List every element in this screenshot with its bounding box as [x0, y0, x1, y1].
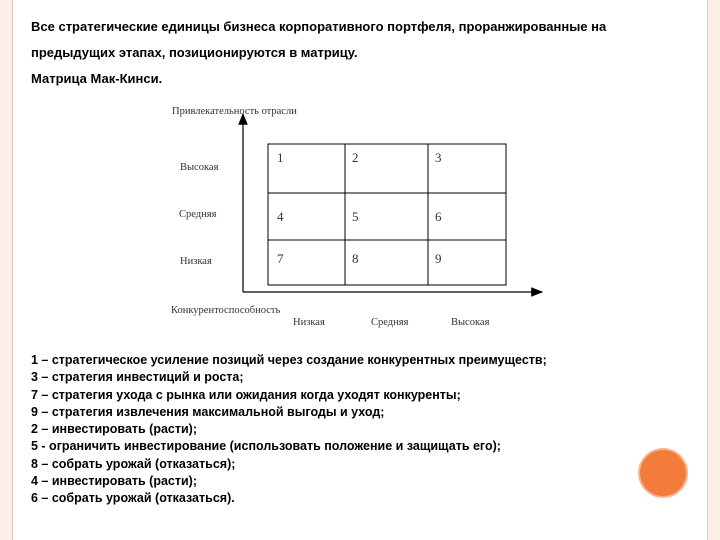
strategy-item: 2 – инвестировать (расти); [31, 422, 198, 437]
matrix-grid-border [268, 144, 506, 285]
strategy-item: 4 – инвестировать (расти); [31, 474, 198, 489]
cell-1: 1 [277, 150, 284, 165]
cell-5: 5 [352, 209, 359, 224]
row-label-low: Низкая [180, 256, 212, 267]
decorative-circle [640, 450, 686, 496]
strategy-item: 5 - ограничить инвестирование (использовать положение и защищать его); [31, 439, 501, 454]
col-label-high: Высокая [451, 317, 490, 328]
cell-3: 3 [435, 150, 442, 165]
cell-7: 7 [277, 251, 284, 266]
cell-4: 4 [277, 209, 284, 224]
strategy-item: 7 – стратегия ухода с рынка или ожидания когда уходят конкуренты; [31, 387, 461, 402]
strategy-item: 9 – стратегия извлечения максимальной выгоды и уход; [31, 404, 385, 419]
cell-8: 8 [352, 251, 359, 266]
col-label-medium: Средняя [371, 317, 409, 328]
strategy-item: 8 – собрать урожай (отказаться); [31, 456, 236, 471]
cell-6: 6 [435, 209, 442, 224]
intro-line-1: Все стратегические единицы бизнеса корпоративного портфеля, проранжированные на [31, 19, 607, 34]
strategy-item: 3 – стратегия инвестиций и роста; [31, 370, 244, 385]
y-axis-label: Привлекательность отрасли [172, 106, 297, 117]
x-axis-label: Конкурентоспособность [171, 305, 281, 316]
cell-9: 9 [435, 251, 442, 266]
strategy-list [31, 352, 631, 508]
cell-2: 2 [352, 150, 359, 165]
intro-line-3: Матрица Мак-Кинси. [31, 71, 163, 86]
row-label-high: Высокая [180, 162, 219, 173]
strategy-item: 1 – стратегическое усиление позиций через создание конкурентных преимуществ; [31, 353, 547, 367]
col-label-low: Низкая [293, 317, 325, 328]
strategy-item: 6 – собрать урожай (отказаться). [31, 491, 235, 506]
row-label-medium: Средняя [179, 209, 217, 220]
intro-line-2: предыдущих этапах, позиционируются в матрицу. [31, 45, 358, 60]
